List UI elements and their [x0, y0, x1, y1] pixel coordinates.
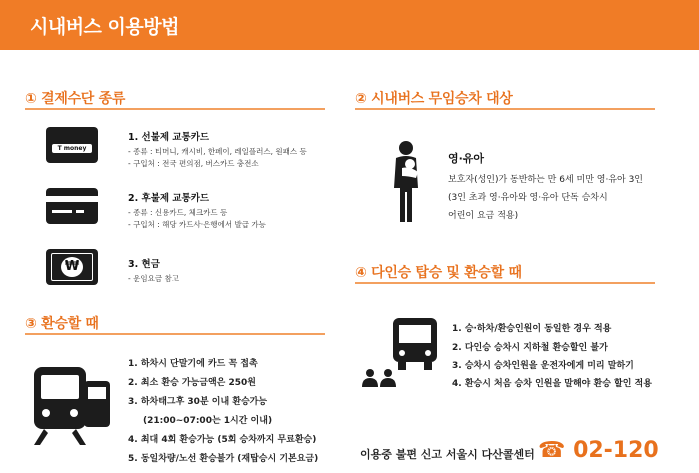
section-divider	[355, 282, 655, 284]
group-list-item: 2. 다인승 승차시 지하철 환승할인 불가	[452, 343, 608, 353]
payment-item-line: - 종류 : 신용카드, 체크카드 등	[128, 208, 228, 217]
transfer-list-item: (21:00~07:00는 1시간 이내)	[143, 416, 273, 426]
tmoney-label: T money	[52, 144, 92, 153]
free-ride-heading: 영·유아	[448, 152, 485, 165]
card-number-line	[76, 210, 84, 213]
call-center-phone: ☎ 02-120	[538, 438, 659, 463]
section-divider	[25, 333, 325, 335]
group-list-item: 3. 승차시 승차인원을 운전자에게 미리 말하기	[452, 361, 634, 371]
section-title-transfer: ③ 환승할 때	[25, 316, 99, 332]
transfer-list-item: 2. 최소 환승 가능금액은 250원	[128, 378, 256, 388]
payment-item-line: - 운임요금 참고	[128, 274, 179, 283]
free-ride-line: (3인 초과 영·유아와 영·유아 단독 승차시	[448, 193, 608, 203]
section-title-payment: ① 결제수단 종류	[25, 91, 126, 107]
transfer-list-item: 4. 최대 4회 환승가능 (5회 승차까지 무료환승)	[128, 435, 317, 445]
section-divider	[25, 108, 325, 110]
section-divider	[355, 108, 655, 110]
page-header	[0, 0, 699, 50]
cash-icon	[46, 249, 98, 285]
payment-item-line: - 종류 : 티머니, 캐시비, 한페이, 레일플러스, 원패스 등	[128, 147, 307, 156]
group-list-item: 1. 승·하차/환승인원이 동일한 경우 적용	[452, 324, 612, 334]
section-title-group-ride: ④ 다인승 탑승 및 환승할 때	[355, 265, 522, 281]
footer-label: 이용중 불편 신고 서울시 다산콜센터	[360, 448, 535, 461]
passengers-icon	[360, 368, 398, 388]
payment-item-line: - 구입처 : 해당 카드사·은행에서 발급 가능	[128, 220, 266, 229]
page-title: 시내버스 이용방법	[30, 16, 179, 38]
won-symbol: ₩	[61, 257, 83, 277]
free-ride-line: 보호자(성인)가 동반하는 만 6세 미만 영·유아 3인	[448, 175, 643, 185]
payment-item-line: - 구입처 : 전국 편의점, 버스카드 충전소	[128, 159, 259, 168]
group-list-item: 4. 환승시 처음 승차 인원을 말해야 환승 할인 적용	[452, 379, 652, 389]
transfer-list-item: 1. 하차시 단말기에 카드 꼭 접촉	[128, 359, 258, 369]
payment-item-title: 1. 선불제 교통카드	[128, 132, 210, 143]
credit-card-icon	[46, 188, 98, 224]
subway-bus-icon	[32, 365, 112, 447]
free-ride-line: 어린이 요금 적용)	[448, 211, 519, 221]
payment-item-title: 3. 현금	[128, 259, 160, 270]
section-title-free-ride: ② 시내버스 무임승차 대상	[355, 91, 513, 107]
transfer-list-item: 3. 하차태그후 30분 이내 환승가능	[128, 397, 268, 407]
payment-item-title: 2. 후불제 교통카드	[128, 193, 210, 204]
bus-icon	[390, 316, 440, 372]
tmoney-card-icon	[46, 127, 98, 163]
card-stripe	[46, 196, 98, 202]
transfer-list-item: 5. 동일차량/노선 환승불가 (재탑승시 기본요금)	[128, 454, 319, 464]
adult-with-child-icon	[388, 140, 424, 224]
card-number-line	[52, 210, 72, 213]
